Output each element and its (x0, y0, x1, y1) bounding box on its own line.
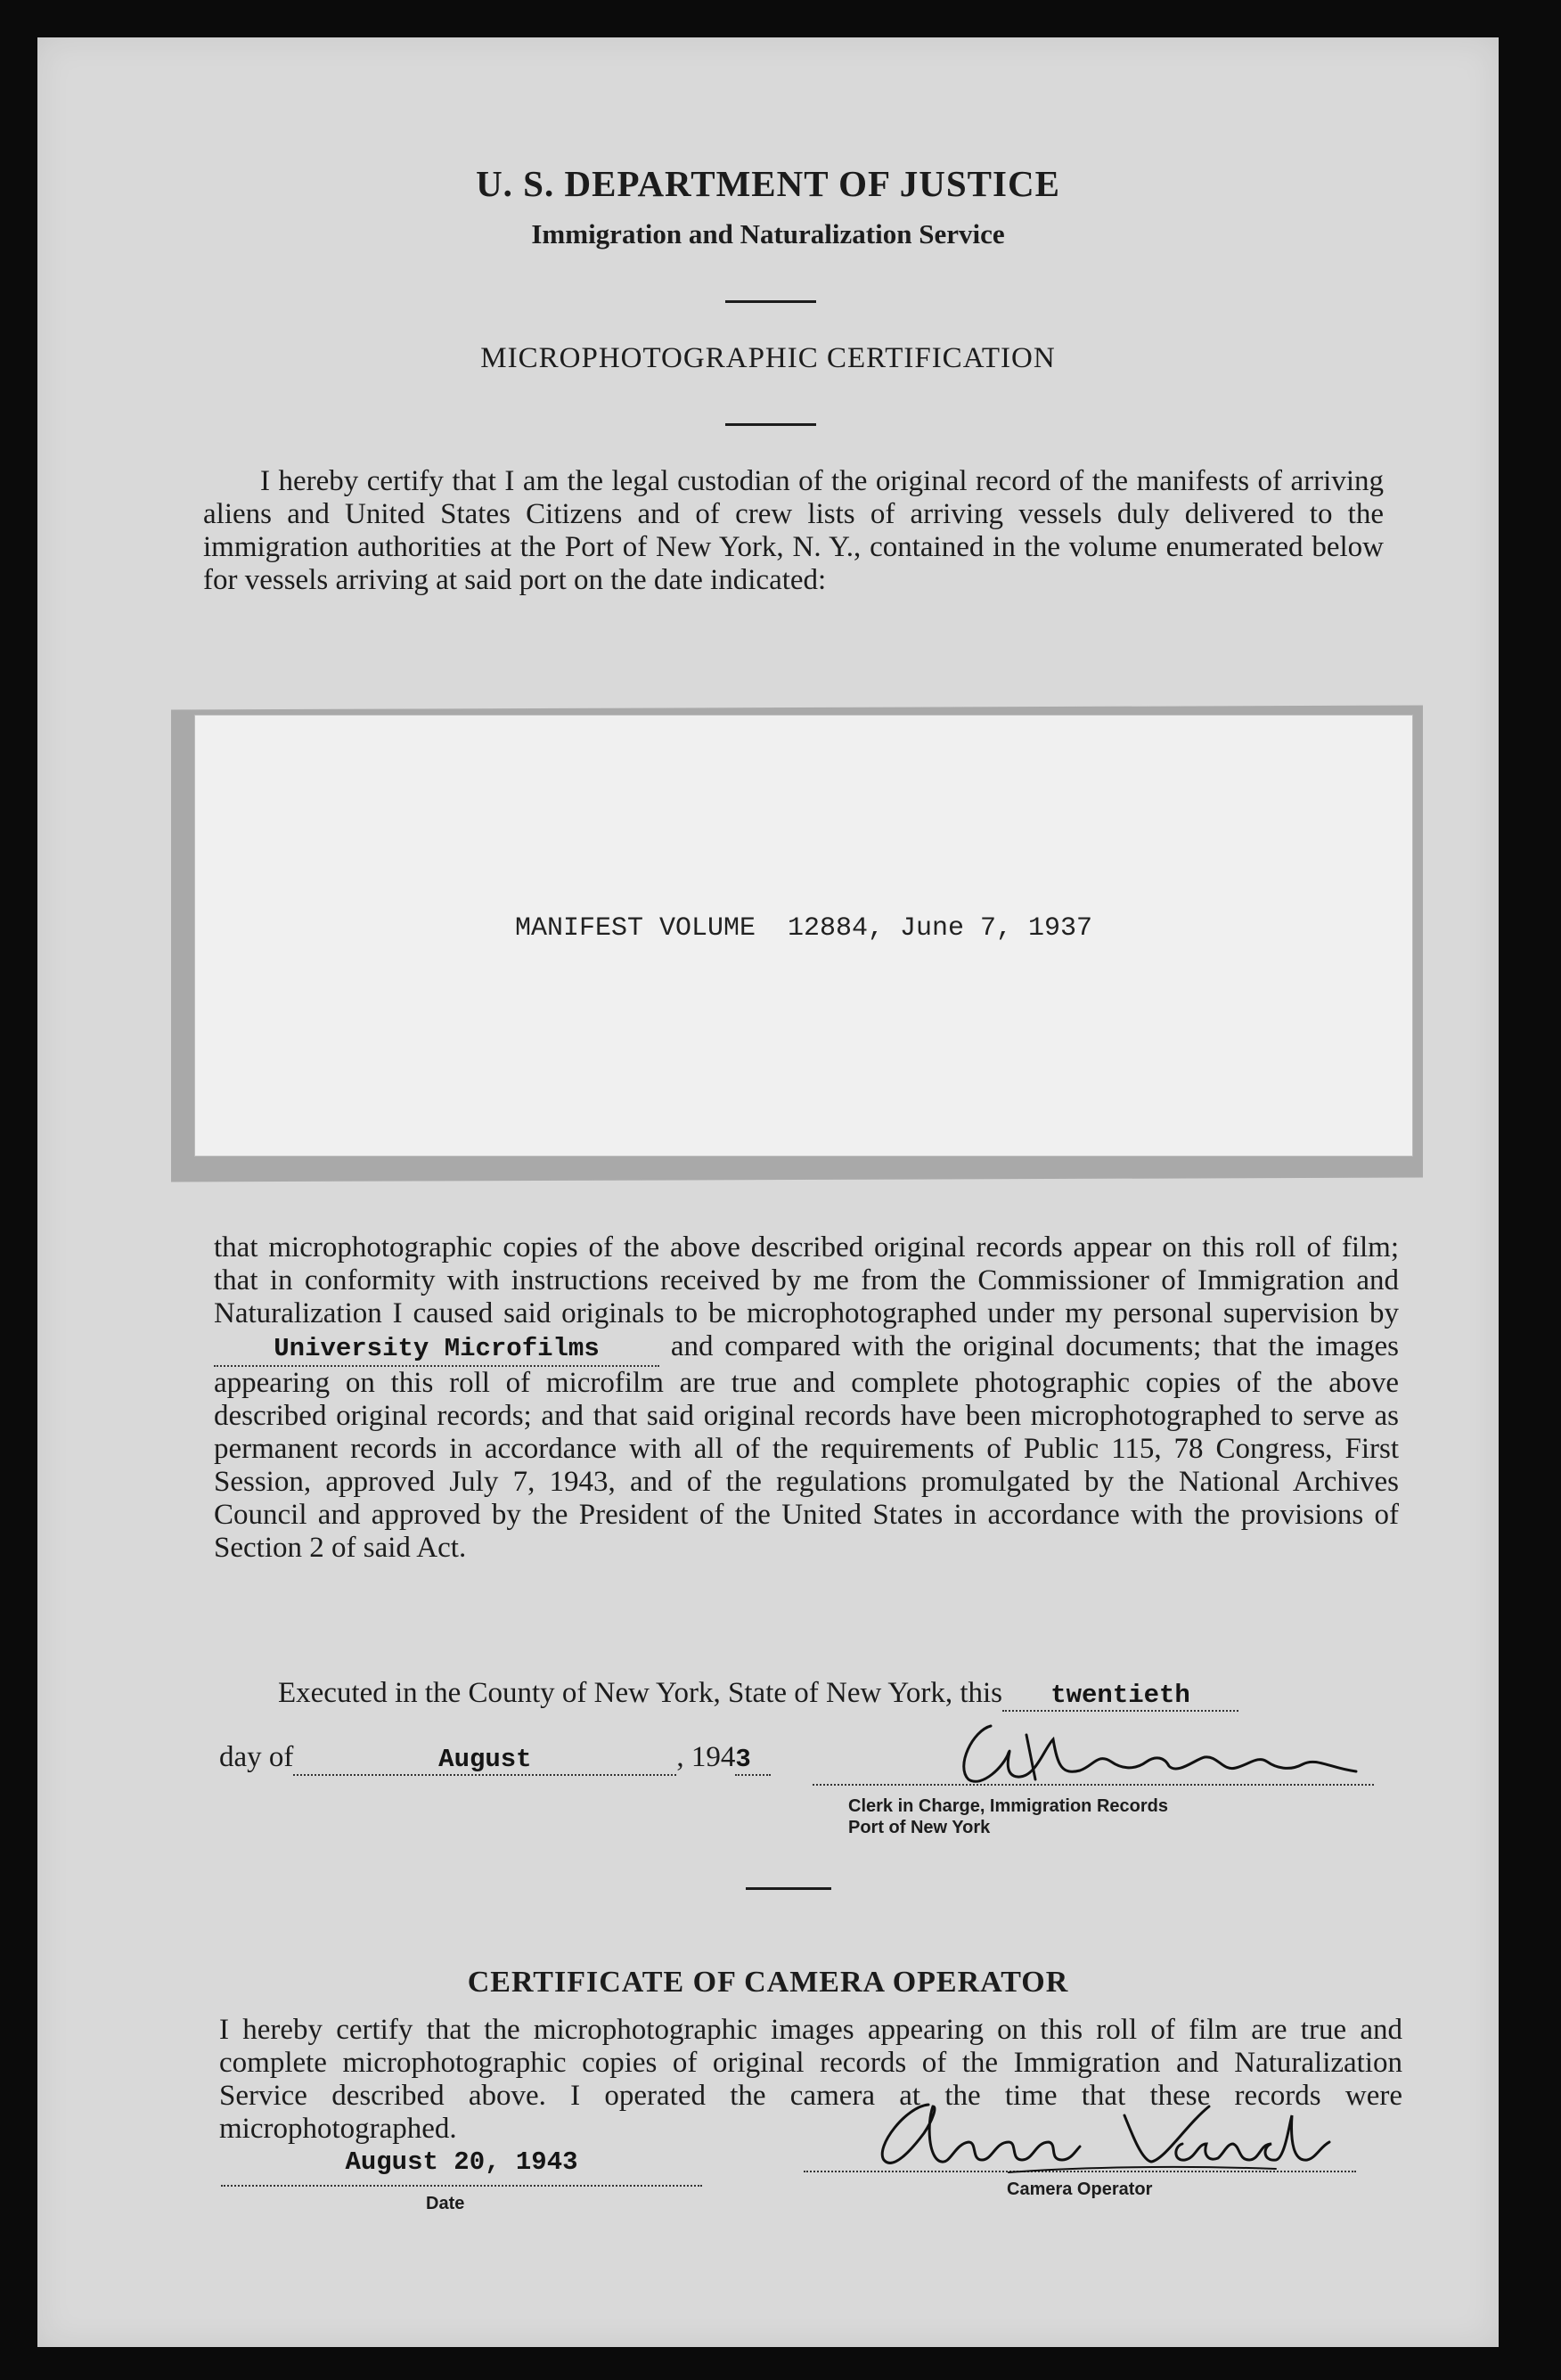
body-after-name: and compared with the original documents; that the images appearing on this roll of microfilm are true and complete photographic copies of the above described original records; and that said original records have been microphotographed to serve as permanent records in accordance with all of the requirements of Public 115, 78 Congress, First Session, approved July 7, 1943, and of the regulations promulgated by the National Archives Council and approved by the President of the United States in accordance with the provisions of Section 2 of said Act. (214, 1330, 1400, 1564)
divider (725, 300, 816, 303)
service-subheading: Immigration and Naturalization Service (531, 218, 1005, 249)
department-heading: U. S. DEPARTMENT OF JUSTICE (476, 163, 1060, 204)
certification-title: MICROPHOTOGRAPHIC CERTIFICATION (480, 342, 1056, 374)
operator-label: Camera Operator (1007, 2180, 1153, 2199)
camera-operator-title: CERTIFICATE OF CAMERA OPERATOR (467, 1966, 1069, 1999)
photographer-name: University Microfilms (274, 1334, 600, 1363)
date-label: Date (426, 2194, 465, 2213)
certificate-page (37, 37, 1499, 2347)
year-field (735, 1741, 771, 1776)
executed-day-field (1002, 1677, 1238, 1712)
month: August (438, 1745, 532, 1774)
executed-text: Executed in the County of New York, State of New York, this (278, 1677, 1003, 1709)
clerk-port: Port of New York (848, 1818, 991, 1837)
divider (746, 1887, 831, 1890)
executed-day: twentieth (1050, 1681, 1190, 1710)
month-field (293, 1741, 676, 1776)
clerk-title: Clerk in Charge, Immigration Records (848, 1796, 1168, 1816)
executed-line (278, 1677, 1238, 1712)
day-of-line (219, 1741, 771, 1776)
day-of-label: day of (219, 1741, 294, 1773)
year-prefix: , 194 (676, 1741, 736, 1773)
year-digit: 3 (735, 1745, 751, 1774)
operator-date-field (221, 2147, 702, 2177)
operator-date: August 20, 1943 (345, 2147, 578, 2177)
date-line (221, 2183, 702, 2187)
operator-signature-icon (857, 2098, 1338, 2178)
camera-operator-text: I hereby certify that the microphotographic images appearing on this roll of film are true and complete microphotographic copies of original records of the Immigration and Naturalization Service described above. I operated the camera at the time that these records were microphotographed. (219, 2014, 1402, 2145)
divider (725, 423, 816, 426)
certification-intro: I hereby certify that I am the legal custodian of the original record of the manifests of arriving aliens and United States Citizens and of crew lists of arriving vessels duly delivered to the immigration authorities at the Port of New York, N. Y., contained in the volume enumerated below for vessels arriving at said port on the date indicated: (203, 465, 1384, 596)
body-before-name: that microphotographic copies of the above described original records appear on this roll of film; that in conformity with instructions received by me from the Commissioner of Immigration and Naturalization I caused said originals to be microphotographed under my personal supervision by (214, 1231, 1399, 1329)
manifest-volume-text: MANIFEST VOLUME 12884, June 7, 1937 (514, 913, 1093, 944)
photographer-field (214, 1330, 659, 1367)
clerk-signature-icon (937, 1713, 1365, 1793)
volume-slip (194, 715, 1413, 1157)
certification-body (214, 1231, 1399, 1565)
